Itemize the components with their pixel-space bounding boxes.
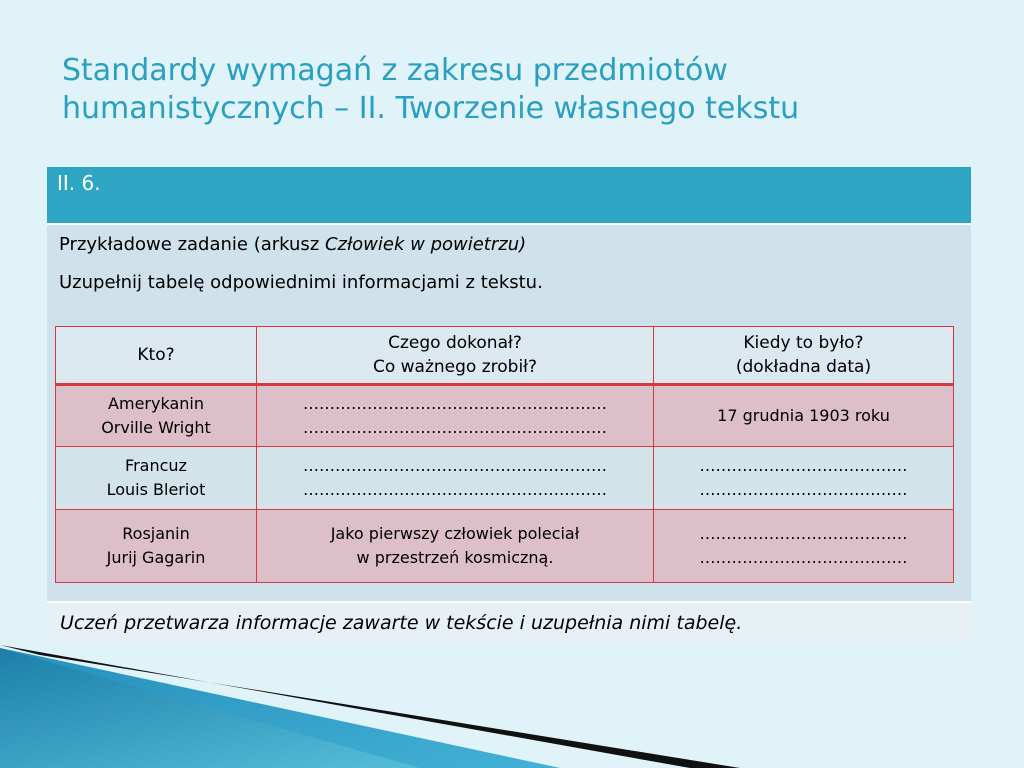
header-who <box>56 327 257 385</box>
header-when-line2: (dokładna data) <box>735 357 872 377</box>
who-name: Orville Wright <box>101 418 211 437</box>
section-header-label: II. 6. <box>57 171 101 195</box>
header-what-line1: Czego dokonał? <box>388 333 522 353</box>
footer-note <box>47 602 971 643</box>
what-line-1: Jako pierwszy człowiek poleciał <box>330 524 580 543</box>
task-source-title: Człowiek w powietrzu) <box>324 234 527 255</box>
task-prefix: Przykładowe zadanie (arkusz <box>59 234 325 255</box>
blank-line: ………………………………………………… <box>303 394 607 413</box>
task-table <box>55 326 954 583</box>
blank-line: ………………………………………………… <box>303 480 607 499</box>
cell-when-blank[interactable] <box>654 447 954 510</box>
slide-title <box>62 52 962 128</box>
task-table-header <box>56 327 954 385</box>
what-line-2: w przestrzeń kosmiczną. <box>356 548 554 567</box>
blank-line: ………………………………… <box>699 456 908 475</box>
task-instruction: Uzupełnij tabelę odpowiednimi informacjami z tekstu. <box>59 272 543 293</box>
cell-who <box>56 385 257 447</box>
footer-text: Uczeń przetwarza informacje zawarte w tekście i uzupełnia nimi tabelę. <box>60 612 743 634</box>
header-when <box>654 327 954 385</box>
who-nationality: Amerykanin <box>108 394 204 413</box>
who-nationality: Rosjanin <box>122 524 190 543</box>
task-title <box>59 233 959 257</box>
blank-line: ………………………………… <box>699 524 908 543</box>
blank-line: ………………………………… <box>699 480 908 499</box>
header-who-label: Kto? <box>137 345 175 365</box>
who-name: Louis Bleriot <box>106 480 206 499</box>
table-row <box>56 447 954 510</box>
blank-line: ………………………………………………… <box>303 456 607 475</box>
cell-when <box>654 385 954 447</box>
cell-what-blank[interactable] <box>257 447 654 510</box>
cell-what <box>257 510 654 583</box>
cell-who <box>56 447 257 510</box>
who-name: Jurij Gagarin <box>106 548 206 567</box>
table-row <box>56 510 954 583</box>
header-what <box>257 327 654 385</box>
header-what-line2: Co ważnego zrobił? <box>372 357 538 377</box>
cell-when-blank[interactable] <box>654 510 954 583</box>
cell-what-blank[interactable] <box>257 385 654 447</box>
title-line-2: humanistycznych – II. Tworzenie własnego tekstu <box>62 91 800 126</box>
cell-who <box>56 510 257 583</box>
blank-line: ………………………………… <box>699 548 908 567</box>
section-header <box>47 167 971 224</box>
table-row <box>56 385 954 447</box>
task-intro <box>47 225 971 295</box>
who-nationality: Francuz <box>125 456 187 475</box>
header-when-line1: Kiedy to było? <box>743 333 864 353</box>
title-line-1: Standardy wymagań z zakresu przedmiotów <box>62 53 728 88</box>
when-date: 17 grudnia 1903 roku <box>717 406 890 425</box>
blank-line: ………………………………………………… <box>303 418 607 437</box>
